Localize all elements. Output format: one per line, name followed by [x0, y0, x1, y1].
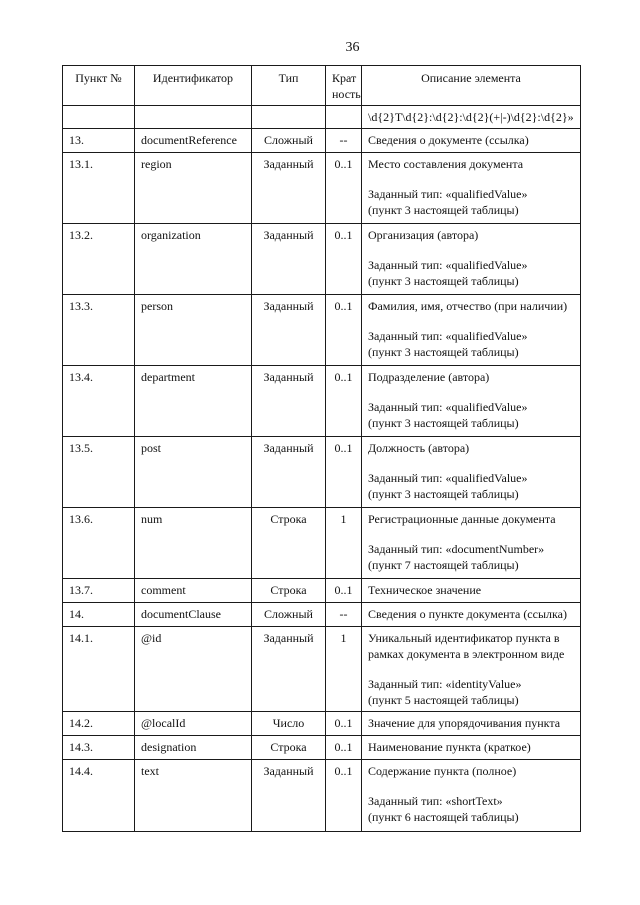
cell-mult: 1: [326, 627, 362, 712]
desc-line: Заданный тип: «qualifiedValue»: [368, 258, 528, 272]
cell-id: documentReference: [135, 129, 252, 153]
header-mult: [326, 66, 362, 106]
cell-num: 13.7.: [63, 579, 135, 603]
desc-line: Должность (автора): [368, 441, 470, 455]
cell-num: 14.1.: [63, 627, 135, 712]
cell-mult: 0..1: [326, 760, 362, 832]
table-row: [63, 224, 581, 295]
cell-mult: 0..1: [326, 366, 362, 437]
cell-num: 14.: [63, 603, 135, 627]
desc-line: Заданный тип: «qualifiedValue»: [368, 471, 528, 485]
cell-desc: [362, 437, 581, 508]
cell-num: 13.5.: [63, 437, 135, 508]
header-num: Пункт №: [63, 66, 135, 106]
cell-type: Заданный: [252, 366, 326, 437]
cell-desc: Значение для упорядочивания пункта: [362, 712, 581, 736]
cell-desc: \d{2}T\d{2}:\d{2}:\d{2}(+|-)\d{2}:\d{2}»: [362, 106, 581, 129]
cell-type: Заданный: [252, 295, 326, 366]
cell-id: post: [135, 437, 252, 508]
cell-id: department: [135, 366, 252, 437]
cell-desc: Техническое значение: [362, 579, 581, 603]
cell-id: num: [135, 508, 252, 579]
desc-line: (пункт 3 настоящей таблицы): [368, 203, 519, 217]
cell-num: 13.2.: [63, 224, 135, 295]
cell-desc: [362, 627, 581, 712]
cell-desc: [362, 295, 581, 366]
desc-line: Подразделение (автора): [368, 370, 490, 384]
cell-desc: [362, 508, 581, 579]
desc-line: Организация (автора): [368, 228, 479, 242]
table-row: [63, 603, 581, 627]
desc-line: Регистрационные данные документа: [368, 512, 556, 526]
cell-type: Заданный: [252, 627, 326, 712]
desc-line: (пункт 3 настоящей таблицы): [368, 487, 519, 501]
cell-mult: 1: [326, 508, 362, 579]
cell-mult: 0..1: [326, 153, 362, 224]
cell-desc: [362, 366, 581, 437]
header-mult-line1: Крат: [332, 71, 357, 85]
table-row-pattern: [63, 106, 581, 129]
cell-num: 13.4.: [63, 366, 135, 437]
desc-line: рамках документа в электронном виде: [368, 647, 565, 661]
cell-type: Заданный: [252, 224, 326, 295]
desc-line: Заданный тип: «shortText»: [368, 794, 503, 808]
header-mult-line2: ность: [332, 87, 361, 101]
cell-desc: Сведения о документе (ссылка): [362, 129, 581, 153]
cell-mult: 0..1: [326, 224, 362, 295]
cell-id: organization: [135, 224, 252, 295]
cell-mult: --: [326, 603, 362, 627]
desc-line: Заданный тип: «identityValue»: [368, 677, 522, 691]
header-id: Идентификатор: [135, 66, 252, 106]
cell-id: [135, 106, 252, 129]
cell-type: Заданный: [252, 153, 326, 224]
desc-line: Заданный тип: «qualifiedValue»: [368, 329, 528, 343]
table-row: [63, 736, 581, 760]
table-row: [63, 508, 581, 579]
table-row: [63, 129, 581, 153]
cell-id: person: [135, 295, 252, 366]
cell-desc: Наименование пункта (краткое): [362, 736, 581, 760]
cell-type: Заданный: [252, 437, 326, 508]
header-desc: Описание элемента: [362, 66, 581, 106]
desc-line: (пункт 7 настоящей таблицы): [368, 558, 519, 572]
cell-desc: [362, 153, 581, 224]
cell-type: [252, 106, 326, 129]
page-number: 36: [345, 40, 360, 55]
cell-id: documentClause: [135, 603, 252, 627]
desc-line: Уникальный идентификатор пункта в: [368, 631, 560, 645]
cell-type: Строка: [252, 579, 326, 603]
desc-line: (пункт 3 настоящей таблицы): [368, 416, 519, 430]
cell-num: 14.2.: [63, 712, 135, 736]
cell-id: @localId: [135, 712, 252, 736]
table-header-row: [63, 66, 581, 106]
spec-table: [62, 65, 581, 832]
cell-desc: [362, 224, 581, 295]
desc-line: Заданный тип: «qualifiedValue»: [368, 187, 528, 201]
cell-num: 13.6.: [63, 508, 135, 579]
cell-id: designation: [135, 736, 252, 760]
desc-line: (пункт 5 настоящей таблицы): [368, 693, 519, 707]
cell-id: text: [135, 760, 252, 832]
cell-num: 14.4.: [63, 760, 135, 832]
table-row: [63, 712, 581, 736]
table-row: [63, 437, 581, 508]
cell-id: @id: [135, 627, 252, 712]
desc-line: Заданный тип: «qualifiedValue»: [368, 400, 528, 414]
cell-desc: Сведения о пункте документа (ссылка): [362, 603, 581, 627]
desc-line: (пункт 3 настоящей таблицы): [368, 274, 519, 288]
cell-desc: [362, 760, 581, 832]
table-row: [63, 153, 581, 224]
desc-line: Фамилия, имя, отчество (при наличии): [368, 299, 568, 313]
cell-num: 13.3.: [63, 295, 135, 366]
desc-line: Место составления документа: [368, 157, 524, 171]
cell-mult: 0..1: [326, 437, 362, 508]
cell-type: Строка: [252, 736, 326, 760]
cell-mult: 0..1: [326, 579, 362, 603]
table-row: [63, 760, 581, 832]
desc-line: (пункт 3 настоящей таблицы): [368, 345, 519, 359]
table-row: [63, 579, 581, 603]
table-row: [63, 366, 581, 437]
desc-line: Содержание пункта (полное): [368, 764, 517, 778]
cell-num: 13.: [63, 129, 135, 153]
cell-type: Сложный: [252, 129, 326, 153]
cell-mult: 0..1: [326, 736, 362, 760]
cell-mult: --: [326, 129, 362, 153]
cell-type: Число: [252, 712, 326, 736]
header-type: Тип: [252, 66, 326, 106]
cell-num: 14.3.: [63, 736, 135, 760]
cell-type: Сложный: [252, 603, 326, 627]
cell-num: 13.1.: [63, 153, 135, 224]
cell-mult: 0..1: [326, 712, 362, 736]
cell-type: Строка: [252, 508, 326, 579]
cell-num: [63, 106, 135, 129]
cell-mult: 0..1: [326, 295, 362, 366]
cell-mult: [326, 106, 362, 129]
cell-id: comment: [135, 579, 252, 603]
cell-type: Заданный: [252, 760, 326, 832]
table-row: [63, 295, 581, 366]
desc-line: (пункт 6 настоящей таблицы): [368, 810, 519, 824]
table-row: [63, 627, 581, 712]
desc-line: Заданный тип: «documentNumber»: [368, 542, 545, 556]
cell-id: region: [135, 153, 252, 224]
